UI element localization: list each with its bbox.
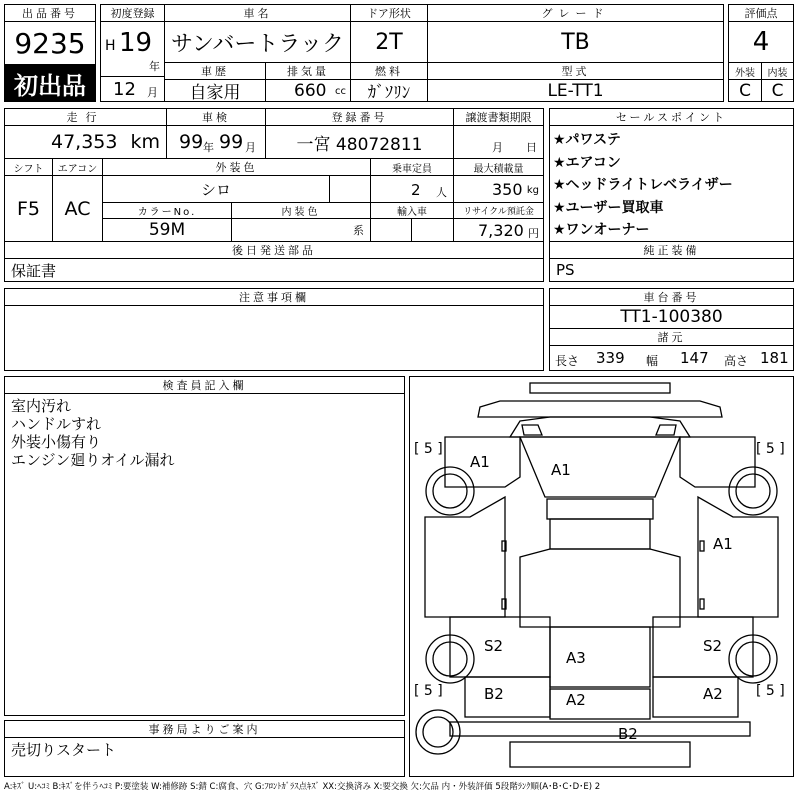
later-parts: 保証書 (4, 258, 544, 282)
vehicle-diagram (409, 376, 794, 777)
color-no-label: カラーNo. (102, 202, 232, 219)
specs-cell (549, 345, 794, 371)
ac-label: エアコン (52, 158, 103, 176)
inspector-note: 外装小傷有り (11, 433, 102, 451)
length-label: 長さ (555, 354, 580, 368)
mileage-cell (4, 125, 167, 159)
damage-mark: B2 (484, 685, 504, 703)
shift-label: シフト (4, 158, 53, 176)
interior-color-label: 内装色 (231, 202, 371, 219)
first-listing-badge: 初出品 (4, 64, 96, 102)
damage-mark: A2 (703, 685, 723, 703)
interior-grade-label: 内装 (761, 62, 794, 80)
height: 181 (760, 349, 789, 367)
damage-mark: B2 (618, 725, 638, 743)
mileage: 47,353 (51, 131, 118, 153)
office-notice-label: 事務局よりご案内 (4, 720, 405, 738)
damage-mark: S2 (703, 637, 723, 655)
mileage-unit: km (130, 131, 160, 153)
plate-number: 一宮 48072811 (265, 125, 454, 159)
capacity-unit: 人 (436, 186, 447, 199)
displacement-label: 排気量 (265, 62, 351, 80)
transfer-month: 月 (492, 141, 503, 154)
capacity-label: 乗車定員 (370, 158, 454, 176)
year-unit: 年 (149, 60, 160, 73)
reg-month: 12 (113, 79, 136, 100)
tire-tread-fr: [ 5 ] (756, 441, 785, 457)
recycle-fee: 7,320 (478, 221, 524, 240)
capacity: 2 (411, 181, 421, 199)
width-label: 幅 (646, 354, 659, 368)
damage-mark: A1 (551, 461, 571, 479)
max-load-label: 最大積載量 (453, 158, 544, 176)
exterior-grade-label: 外装 (728, 62, 762, 80)
transfer-docs-label: 譲渡書類期限 (453, 108, 544, 126)
model: LE-TT1 (427, 79, 724, 102)
max-load-cell (453, 175, 544, 203)
first-reg-label: 初度登録 (100, 4, 165, 22)
exterior-color-label: 外装色 (102, 158, 371, 176)
damage-mark: A1 (470, 453, 490, 471)
car-name: サンバートラック (164, 21, 351, 63)
import-cell-2 (411, 218, 454, 242)
shift: F5 (4, 175, 53, 242)
height-label: 高さ (724, 354, 749, 368)
fuel-label: 燃料 (350, 62, 428, 80)
sales-point: ★ヘッドライトレベライザー (553, 177, 733, 193)
inspection-year: 99 (179, 131, 204, 153)
interior-grade: C (761, 79, 794, 102)
inspection-label: 車検 (166, 108, 266, 126)
damage-mark: A3 (566, 649, 586, 667)
genuine-equipment: PS (549, 258, 794, 282)
genuine-equipment-label: 純正装備 (549, 241, 794, 259)
caution-area (4, 305, 544, 371)
score-label: 評価点 (728, 4, 794, 22)
grade-label: グレード (427, 4, 724, 22)
history-label: 車歴 (164, 62, 266, 80)
inspection-month: 99 (219, 131, 244, 153)
lot-label: 出品番号 (4, 4, 96, 22)
specs-label: 諸元 (549, 328, 794, 346)
color-number: 59M (102, 218, 232, 242)
car-name-label: 車名 (164, 4, 351, 22)
mileage-label: 走行 (4, 108, 167, 126)
recycle-label: リサイクル預託金 (453, 202, 544, 219)
displacement: 660 (294, 81, 327, 101)
exterior-color: シロ (102, 175, 330, 203)
inspector-notes-label: 検査員記入欄 (4, 376, 405, 394)
first-reg-month-cell (100, 76, 165, 102)
tire-tread-fl: [ 5 ] (414, 441, 443, 457)
sales-point: ★パワステ (553, 132, 621, 148)
sales-point: ★ワンオーナー (553, 222, 650, 238)
score: 4 (728, 21, 794, 63)
damage-mark: A1 (713, 535, 733, 553)
month-unit: 月 (147, 86, 158, 99)
tire-tread-rr: [ 5 ] (756, 683, 785, 699)
inspection-month-unit: 月 (245, 141, 256, 154)
sales-point: ★ユーザー買取車 (553, 199, 664, 216)
import-cell (370, 218, 412, 242)
legend-footer: A:ｷｽﾞ U:ﾍｺﾐ B:ｷｽﾞを伴うﾍｺﾐ P:要塗装 W:補修跡 S:錆 C:腐食、穴 G:ﾌﾛﾝﾄｶﾞﾗｽ点ｷｽﾞ XX:交換済み X:要交換 欠:欠品 内・外装評価 5段階ﾗﾝｸ順(A･B･C･D･E) 2 (4, 782, 601, 792)
inspector-notes-area (4, 393, 405, 716)
door-label: ドア形状 (350, 4, 428, 22)
reg-year: 19 (119, 28, 153, 58)
fuel: ｶﾞｿﾘﾝ (350, 79, 428, 102)
width: 147 (680, 349, 709, 367)
office-notice: 売切りスタート (4, 737, 405, 777)
max-load-unit: kg (526, 185, 539, 196)
tire-tread-rl: [ 5 ] (414, 683, 443, 699)
inspection-year-unit: 年 (203, 141, 214, 154)
exterior-color-extra (329, 175, 371, 203)
recycle-cell (453, 218, 544, 242)
displacement-unit: cc (335, 86, 346, 97)
inspection-cell (166, 125, 266, 159)
inspector-note: エンジン廻りオイル漏れ (11, 451, 175, 469)
inspector-note: 室内汚れ (11, 397, 72, 415)
sales-point: ★エアコン (553, 154, 621, 171)
inspector-note: ハンドルすれ (11, 415, 102, 433)
grade: TB (427, 21, 724, 63)
exterior-grade: C (728, 79, 762, 102)
capacity-cell (370, 175, 454, 203)
import-label: 輸入車 (370, 202, 454, 219)
damage-mark: A2 (566, 691, 586, 709)
air-conditioner: AC (52, 175, 103, 242)
sales-points-label: セールスポイント (549, 108, 794, 126)
first-reg-year-cell (100, 21, 165, 77)
transfer-day: 日 (526, 141, 537, 154)
damage-mark: S2 (484, 637, 504, 655)
sales-points-list (549, 125, 794, 242)
car-history: 自家用 (164, 79, 266, 102)
recycle-unit: 円 (528, 227, 539, 240)
interior-color-unit: 系 (231, 218, 371, 242)
model-label: 型式 (427, 62, 724, 80)
caution-label: 注意事項欄 (4, 288, 544, 306)
later-parts-label: 後日発送部品 (4, 241, 544, 259)
transfer-docs-cell (453, 125, 544, 159)
max-load: 350 (492, 180, 523, 199)
plate-label: 登録番号 (265, 108, 454, 126)
displacement-cell (265, 79, 351, 102)
era: H (105, 38, 116, 54)
lot-number: 9235 (4, 21, 96, 65)
chassis-number: TT1-100380 (549, 305, 794, 329)
door-type: 2T (350, 21, 428, 63)
length: 339 (596, 349, 625, 367)
truck-outline (410, 377, 793, 776)
chassis-label: 車台番号 (549, 288, 794, 306)
